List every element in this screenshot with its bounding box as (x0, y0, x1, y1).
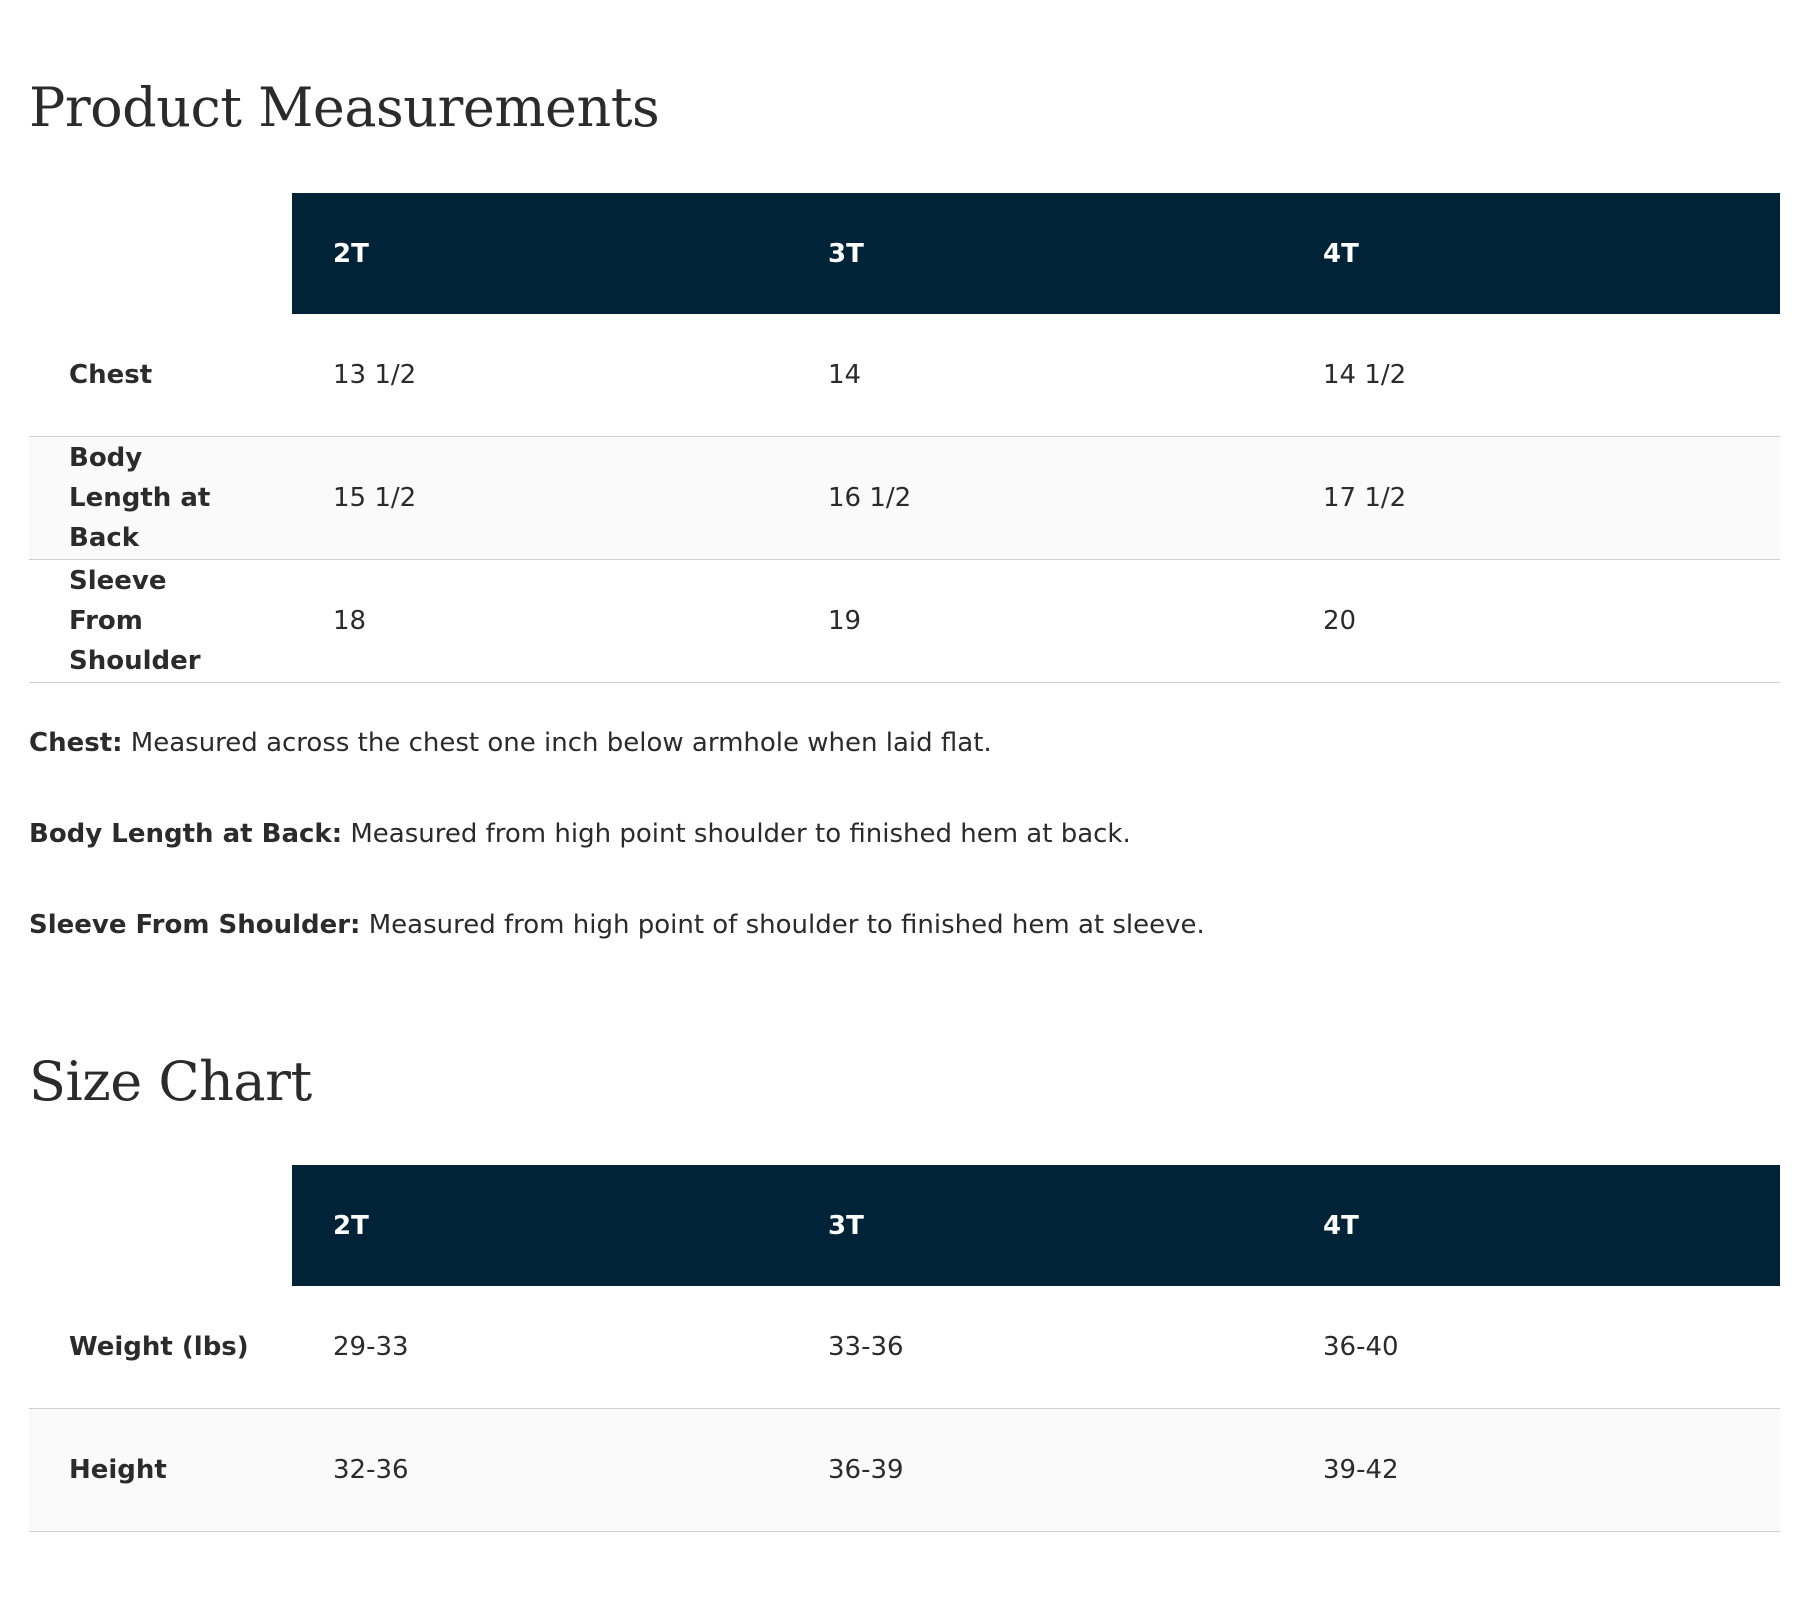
row-label-text: Chest (69, 360, 153, 390)
table-cell (292, 314, 787, 437)
cell-value: 36-39 (828, 1455, 904, 1485)
cell-value: 36-40 (1323, 1332, 1399, 1362)
column-header-label: 3T (828, 1210, 864, 1241)
cell-value: 15 1/2 (333, 483, 417, 513)
table-header-row (29, 1165, 1780, 1286)
table-cell (1282, 314, 1780, 437)
note-text: Measured from high point shoulder to finished hem at back. (342, 819, 1131, 849)
table-row-weight (29, 1286, 1780, 1409)
cell-value: 14 1/2 (1323, 360, 1407, 390)
row-label-weight (29, 1286, 292, 1409)
note-term: Sleeve From Shoulder: (29, 910, 361, 940)
cell-value: 20 (1323, 606, 1357, 636)
product-measurements-table (29, 193, 1780, 683)
note-text: Measured across the chest one inch below armhole when laid flat. (122, 728, 992, 758)
column-header-2t (292, 193, 787, 314)
cell-value: 16 1/2 (828, 483, 912, 513)
table-row-sleeve (29, 560, 1780, 683)
cell-value: 14 (828, 360, 862, 390)
table-cell (1282, 1409, 1780, 1532)
cell-value: 29-33 (333, 1332, 409, 1362)
cell-value: 13 1/2 (333, 360, 417, 390)
column-header-label: 2T (333, 238, 369, 269)
table-cell (1282, 437, 1780, 560)
row-label-height (29, 1409, 292, 1532)
table-cell (292, 560, 787, 683)
cell-value: 32-36 (333, 1455, 409, 1485)
column-header-3t (787, 193, 1282, 314)
column-header-label: 4T (1323, 1210, 1359, 1241)
row-label-sleeve (29, 560, 292, 683)
table-header-row (29, 193, 1780, 314)
column-header-2t (292, 1165, 787, 1286)
note-term: Chest: (29, 728, 123, 758)
header-corner-cell (29, 193, 292, 314)
table-row-chest (29, 314, 1780, 437)
table-cell (292, 1286, 787, 1409)
row-label-text: Height (69, 1455, 167, 1485)
size-chart-title: Size Chart (29, 1050, 312, 1113)
note-chest (29, 723, 1780, 763)
column-header-label: 2T (333, 1210, 369, 1241)
table-cell (1282, 1286, 1780, 1409)
table-cell (1282, 560, 1780, 683)
column-header-label: 3T (828, 238, 864, 269)
cell-value: 39-42 (1323, 1455, 1399, 1485)
table-cell (787, 314, 1282, 437)
column-header-4t (1282, 193, 1780, 314)
table-row-height (29, 1409, 1780, 1532)
cell-value: 19 (828, 606, 862, 636)
column-header-label: 4T (1323, 238, 1359, 269)
column-header-3t (787, 1165, 1282, 1286)
table-cell (787, 1286, 1282, 1409)
note-body-length (29, 814, 1780, 854)
cell-value: 17 1/2 (1323, 483, 1407, 513)
header-corner-cell (29, 1165, 292, 1286)
table-cell (787, 1409, 1282, 1532)
table-cell (292, 1409, 787, 1532)
product-measurements-title: Product Measurements (29, 76, 660, 139)
note-text: Measured from high point of shoulder to finished hem at sleeve. (360, 910, 1205, 940)
row-label-chest (29, 314, 292, 437)
row-label-text: Body Length at Back (69, 443, 211, 553)
table-row-body-length (29, 437, 1780, 560)
measurement-notes (29, 723, 1780, 996)
table-cell (292, 437, 787, 560)
row-label-text: Sleeve From Shoulder (69, 566, 201, 676)
cell-value: 33-36 (828, 1332, 904, 1362)
row-label-text: Weight (lbs) (69, 1332, 249, 1362)
column-header-4t (1282, 1165, 1780, 1286)
size-chart-table (29, 1165, 1780, 1532)
row-label-body-length (29, 437, 292, 560)
note-sleeve (29, 905, 1780, 945)
table-cell (787, 560, 1282, 683)
table-cell (787, 437, 1282, 560)
cell-value: 18 (333, 606, 367, 636)
note-term: Body Length at Back: (29, 819, 343, 849)
